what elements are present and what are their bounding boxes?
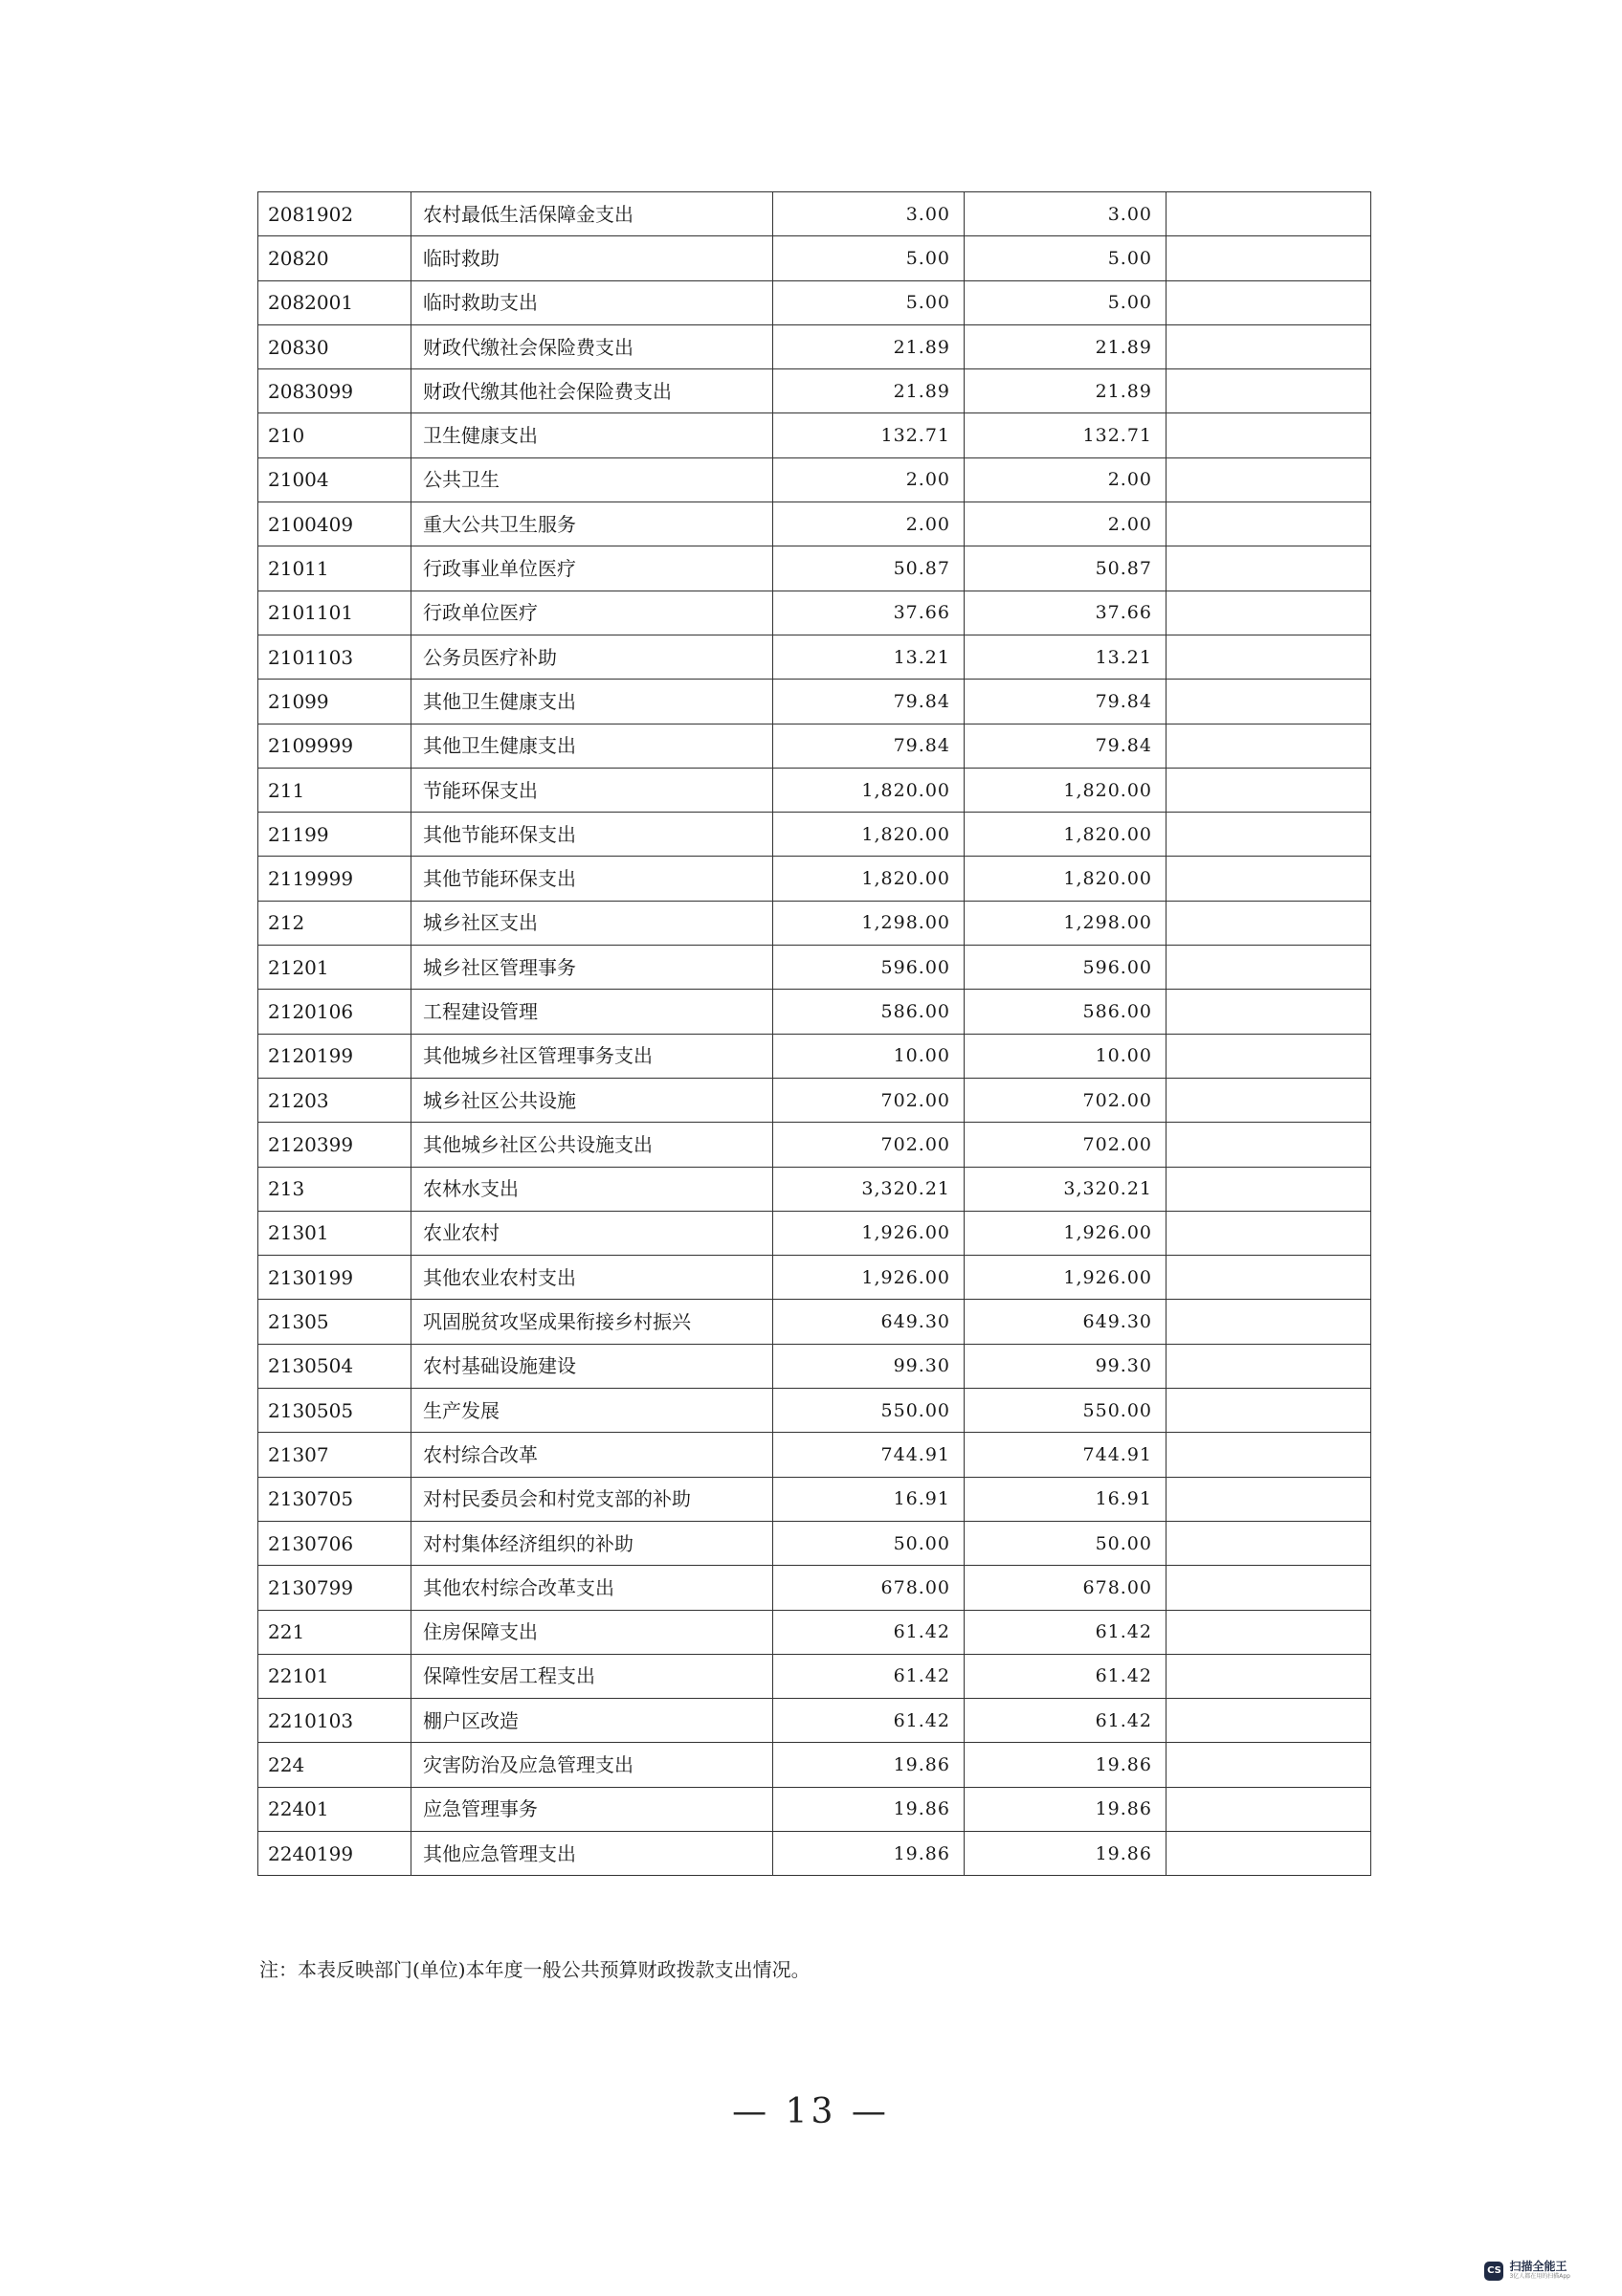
row-name: 巩固脱贫攻坚成果衔接乡村振兴 (411, 1300, 773, 1344)
row-amount-basic: 1,820.00 (965, 813, 1167, 857)
row-amount-total: 132.71 (773, 413, 965, 457)
row-code: 2130505 (258, 1389, 411, 1433)
row-name: 其他城乡社区公共设施支出 (411, 1123, 773, 1167)
table-note: 注：本表反映部门(单位)本年度一般公共预算财政拨款支出情况。 (259, 1958, 811, 1981)
watermark-title: 扫描全能王 (1509, 2260, 1567, 2273)
row-amount-basic: 702.00 (965, 1123, 1167, 1167)
row-name: 灾害防治及应急管理支出 (411, 1743, 773, 1787)
row-amount-total: 649.30 (773, 1300, 965, 1344)
table-row (258, 857, 1371, 901)
row-name: 应急管理事务 (411, 1787, 773, 1831)
row-amount-project (1167, 1344, 1371, 1388)
row-amount-project (1167, 1123, 1371, 1167)
row-amount-total: 2.00 (773, 457, 965, 502)
row-amount-total: 550.00 (773, 1389, 965, 1433)
row-amount-project (1167, 280, 1371, 324)
table-row (258, 1521, 1371, 1565)
row-name: 公务员医疗补助 (411, 635, 773, 679)
table-row (258, 413, 1371, 457)
row-name: 行政单位医疗 (411, 591, 773, 635)
row-amount-total: 5.00 (773, 280, 965, 324)
table-row (258, 813, 1371, 857)
row-amount-basic: 550.00 (965, 1389, 1167, 1433)
row-code: 212 (258, 901, 411, 945)
table-row (258, 1831, 1371, 1875)
table-row (258, 591, 1371, 635)
row-amount-basic: 19.86 (965, 1743, 1167, 1787)
row-amount-project (1167, 1610, 1371, 1654)
row-code: 22401 (258, 1787, 411, 1831)
row-amount-project (1167, 236, 1371, 280)
table-row (258, 1654, 1371, 1698)
camscanner-logo-icon: CS (1484, 2262, 1503, 2281)
row-code: 2120106 (258, 990, 411, 1034)
row-amount-total: 744.91 (773, 1433, 965, 1477)
row-name: 临时救助支出 (411, 280, 773, 324)
row-amount-total: 3,320.21 (773, 1167, 965, 1211)
row-code: 21307 (258, 1433, 411, 1477)
row-amount-total: 50.00 (773, 1521, 965, 1565)
row-amount-basic: 1,298.00 (965, 901, 1167, 945)
row-code: 224 (258, 1743, 411, 1787)
row-code: 2101101 (258, 591, 411, 635)
table-row (258, 1787, 1371, 1831)
row-code: 2130504 (258, 1344, 411, 1388)
row-amount-total: 596.00 (773, 946, 965, 990)
row-code: 2130705 (258, 1477, 411, 1521)
row-amount-total: 702.00 (773, 1123, 965, 1167)
row-name: 保障性安居工程支出 (411, 1654, 773, 1698)
row-amount-project (1167, 1256, 1371, 1300)
row-name: 城乡社区管理事务 (411, 946, 773, 990)
row-amount-project (1167, 546, 1371, 591)
row-amount-basic: 596.00 (965, 946, 1167, 990)
row-amount-basic: 1,926.00 (965, 1256, 1167, 1300)
row-amount-project (1167, 369, 1371, 413)
table-row (258, 324, 1371, 368)
row-name: 住房保障支出 (411, 1610, 773, 1654)
row-name: 其他节能环保支出 (411, 813, 773, 857)
row-amount-basic: 79.84 (965, 680, 1167, 724)
row-amount-basic: 1,820.00 (965, 857, 1167, 901)
row-name: 其他农村综合改革支出 (411, 1566, 773, 1610)
row-name: 农业农村 (411, 1211, 773, 1255)
row-code: 2119999 (258, 857, 411, 901)
row-amount-total: 19.86 (773, 1831, 965, 1875)
row-amount-project (1167, 1743, 1371, 1787)
row-amount-basic: 50.00 (965, 1521, 1167, 1565)
row-name: 农村综合改革 (411, 1433, 773, 1477)
row-code: 2130199 (258, 1256, 411, 1300)
row-amount-project (1167, 768, 1371, 812)
table-row (258, 724, 1371, 768)
row-amount-project (1167, 324, 1371, 368)
row-amount-basic: 50.87 (965, 546, 1167, 591)
row-code: 211 (258, 768, 411, 812)
row-amount-total: 61.42 (773, 1699, 965, 1743)
row-amount-total: 1,820.00 (773, 813, 965, 857)
row-amount-project (1167, 635, 1371, 679)
row-amount-project (1167, 1831, 1371, 1875)
table-row (258, 1300, 1371, 1344)
row-amount-basic: 99.30 (965, 1344, 1167, 1388)
row-amount-basic: 586.00 (965, 990, 1167, 1034)
row-amount-total: 21.89 (773, 324, 965, 368)
row-name: 农林水支出 (411, 1167, 773, 1211)
row-amount-project (1167, 192, 1371, 236)
row-amount-project (1167, 591, 1371, 635)
row-amount-total: 678.00 (773, 1566, 965, 1610)
row-amount-project (1167, 901, 1371, 945)
row-code: 2109999 (258, 724, 411, 768)
row-code: 2101103 (258, 635, 411, 679)
row-amount-project (1167, 724, 1371, 768)
row-amount-total: 5.00 (773, 236, 965, 280)
row-name: 行政事业单位医疗 (411, 546, 773, 591)
row-name: 公共卫生 (411, 457, 773, 502)
row-amount-project (1167, 1167, 1371, 1211)
row-amount-project (1167, 857, 1371, 901)
row-amount-total: 37.66 (773, 591, 965, 635)
table-row (258, 680, 1371, 724)
row-name: 对村集体经济组织的补助 (411, 1521, 773, 1565)
table-row (258, 901, 1371, 945)
row-amount-project (1167, 1433, 1371, 1477)
row-code: 221 (258, 1610, 411, 1654)
row-name: 重大公共卫生服务 (411, 502, 773, 546)
table-row (258, 192, 1371, 236)
row-code: 21199 (258, 813, 411, 857)
row-amount-project (1167, 1034, 1371, 1078)
row-code: 20830 (258, 324, 411, 368)
row-amount-basic: 649.30 (965, 1300, 1167, 1344)
row-name: 农村基础设施建设 (411, 1344, 773, 1388)
row-code: 22101 (258, 1654, 411, 1698)
row-code: 21203 (258, 1078, 411, 1122)
row-code: 2240199 (258, 1831, 411, 1875)
row-amount-basic: 5.00 (965, 236, 1167, 280)
row-code: 2081902 (258, 192, 411, 236)
row-name: 其他农业农村支出 (411, 1256, 773, 1300)
row-amount-basic: 21.89 (965, 324, 1167, 368)
row-amount-project (1167, 413, 1371, 457)
row-amount-total: 79.84 (773, 680, 965, 724)
table-row (258, 502, 1371, 546)
row-amount-total: 19.86 (773, 1743, 965, 1787)
table-row (258, 1433, 1371, 1477)
row-code: 21201 (258, 946, 411, 990)
table-row (258, 946, 1371, 990)
table-row (258, 1389, 1371, 1433)
row-code: 2083099 (258, 369, 411, 413)
row-amount-project (1167, 1787, 1371, 1831)
row-amount-basic: 1,820.00 (965, 768, 1167, 812)
row-code: 20820 (258, 236, 411, 280)
row-amount-project (1167, 680, 1371, 724)
table-row (258, 635, 1371, 679)
row-code: 2120199 (258, 1034, 411, 1078)
row-amount-total: 702.00 (773, 1078, 965, 1122)
row-amount-project (1167, 457, 1371, 502)
row-amount-project (1167, 946, 1371, 990)
row-name: 财政代缴其他社会保险费支出 (411, 369, 773, 413)
row-amount-total: 1,298.00 (773, 901, 965, 945)
row-amount-total: 1,926.00 (773, 1211, 965, 1255)
row-amount-total: 1,820.00 (773, 857, 965, 901)
table-row (258, 1344, 1371, 1388)
row-code: 2130706 (258, 1521, 411, 1565)
row-amount-basic: 2.00 (965, 457, 1167, 502)
table-row (258, 236, 1371, 280)
row-amount-basic: 61.42 (965, 1699, 1167, 1743)
row-amount-total: 3.00 (773, 192, 965, 236)
row-name: 其他城乡社区管理事务支出 (411, 1034, 773, 1078)
row-name: 卫生健康支出 (411, 413, 773, 457)
row-amount-total: 99.30 (773, 1344, 965, 1388)
table-row (258, 1167, 1371, 1211)
row-amount-basic: 132.71 (965, 413, 1167, 457)
row-amount-project (1167, 1078, 1371, 1122)
row-amount-project (1167, 1300, 1371, 1344)
table-row (258, 1566, 1371, 1610)
table-row (258, 1256, 1371, 1300)
row-name: 城乡社区公共设施 (411, 1078, 773, 1122)
row-amount-basic: 13.21 (965, 635, 1167, 679)
row-amount-basic: 678.00 (965, 1566, 1167, 1610)
table-row (258, 1034, 1371, 1078)
row-code: 2120399 (258, 1123, 411, 1167)
row-code: 2100409 (258, 502, 411, 546)
watermark-text (1509, 2261, 1570, 2281)
row-amount-project (1167, 1699, 1371, 1743)
table-row (258, 1610, 1371, 1654)
row-amount-total: 19.86 (773, 1787, 965, 1831)
row-amount-total: 586.00 (773, 990, 965, 1034)
row-code: 21011 (258, 546, 411, 591)
row-amount-project (1167, 813, 1371, 857)
row-name: 其他卫生健康支出 (411, 724, 773, 768)
table-row (258, 1078, 1371, 1122)
table-row (258, 1211, 1371, 1255)
row-name: 城乡社区支出 (411, 901, 773, 945)
page-number: — 13 — (732, 2092, 890, 2131)
row-amount-project (1167, 1477, 1371, 1521)
row-name: 对村民委员会和村党支部的补助 (411, 1477, 773, 1521)
row-amount-total: 16.91 (773, 1477, 965, 1521)
row-code: 21305 (258, 1300, 411, 1344)
table-body (258, 192, 1371, 1876)
row-amount-basic: 3,320.21 (965, 1167, 1167, 1211)
row-amount-project (1167, 990, 1371, 1034)
row-amount-total: 1,820.00 (773, 768, 965, 812)
row-code: 213 (258, 1167, 411, 1211)
row-name: 生产发展 (411, 1389, 773, 1433)
row-amount-basic: 3.00 (965, 192, 1167, 236)
row-code: 210 (258, 413, 411, 457)
row-amount-project (1167, 502, 1371, 546)
row-code: 21004 (258, 457, 411, 502)
row-amount-total: 2.00 (773, 502, 965, 546)
row-amount-total: 13.21 (773, 635, 965, 679)
table-row (258, 990, 1371, 1034)
row-amount-basic: 37.66 (965, 591, 1167, 635)
row-amount-project (1167, 1521, 1371, 1565)
row-amount-basic: 2.00 (965, 502, 1167, 546)
row-name: 其他卫生健康支出 (411, 680, 773, 724)
row-amount-basic: 61.42 (965, 1654, 1167, 1698)
row-amount-project (1167, 1389, 1371, 1433)
row-code: 2130799 (258, 1566, 411, 1610)
row-name: 其他节能环保支出 (411, 857, 773, 901)
table-row (258, 1123, 1371, 1167)
table-row (258, 280, 1371, 324)
row-amount-project (1167, 1566, 1371, 1610)
row-amount-basic: 1,926.00 (965, 1211, 1167, 1255)
row-amount-total: 50.87 (773, 546, 965, 591)
row-amount-basic: 702.00 (965, 1078, 1167, 1122)
row-amount-total: 61.42 (773, 1654, 965, 1698)
row-name: 临时救助 (411, 236, 773, 280)
table-row (258, 1477, 1371, 1521)
scanner-watermark (1484, 2261, 1570, 2281)
row-amount-basic: 61.42 (965, 1610, 1167, 1654)
row-code: 21301 (258, 1211, 411, 1255)
budget-table (257, 191, 1371, 1876)
row-amount-basic: 744.91 (965, 1433, 1167, 1477)
row-amount-project (1167, 1654, 1371, 1698)
row-code: 2210103 (258, 1699, 411, 1743)
row-code: 21099 (258, 680, 411, 724)
row-name: 其他应急管理支出 (411, 1831, 773, 1875)
row-amount-basic: 10.00 (965, 1034, 1167, 1078)
row-name: 工程建设管理 (411, 990, 773, 1034)
table-row (258, 369, 1371, 413)
row-amount-total: 21.89 (773, 369, 965, 413)
row-amount-basic: 5.00 (965, 280, 1167, 324)
row-amount-basic: 19.86 (965, 1787, 1167, 1831)
row-name: 节能环保支出 (411, 768, 773, 812)
row-amount-basic: 16.91 (965, 1477, 1167, 1521)
table-row (258, 546, 1371, 591)
table-row (258, 457, 1371, 502)
watermark-subtitle: 3亿人都在用的扫描App (1509, 2273, 1570, 2280)
row-name: 棚户区改造 (411, 1699, 773, 1743)
row-amount-total: 10.00 (773, 1034, 965, 1078)
row-amount-total: 61.42 (773, 1610, 965, 1654)
row-code: 2082001 (258, 280, 411, 324)
row-amount-total: 1,926.00 (773, 1256, 965, 1300)
row-amount-project (1167, 1211, 1371, 1255)
row-amount-basic: 19.86 (965, 1831, 1167, 1875)
table-row (258, 768, 1371, 812)
table-row (258, 1743, 1371, 1787)
row-name: 财政代缴社会保险费支出 (411, 324, 773, 368)
row-name: 农村最低生活保障金支出 (411, 192, 773, 236)
row-amount-basic: 21.89 (965, 369, 1167, 413)
table-row (258, 1699, 1371, 1743)
row-amount-basic: 79.84 (965, 724, 1167, 768)
row-amount-total: 79.84 (773, 724, 965, 768)
